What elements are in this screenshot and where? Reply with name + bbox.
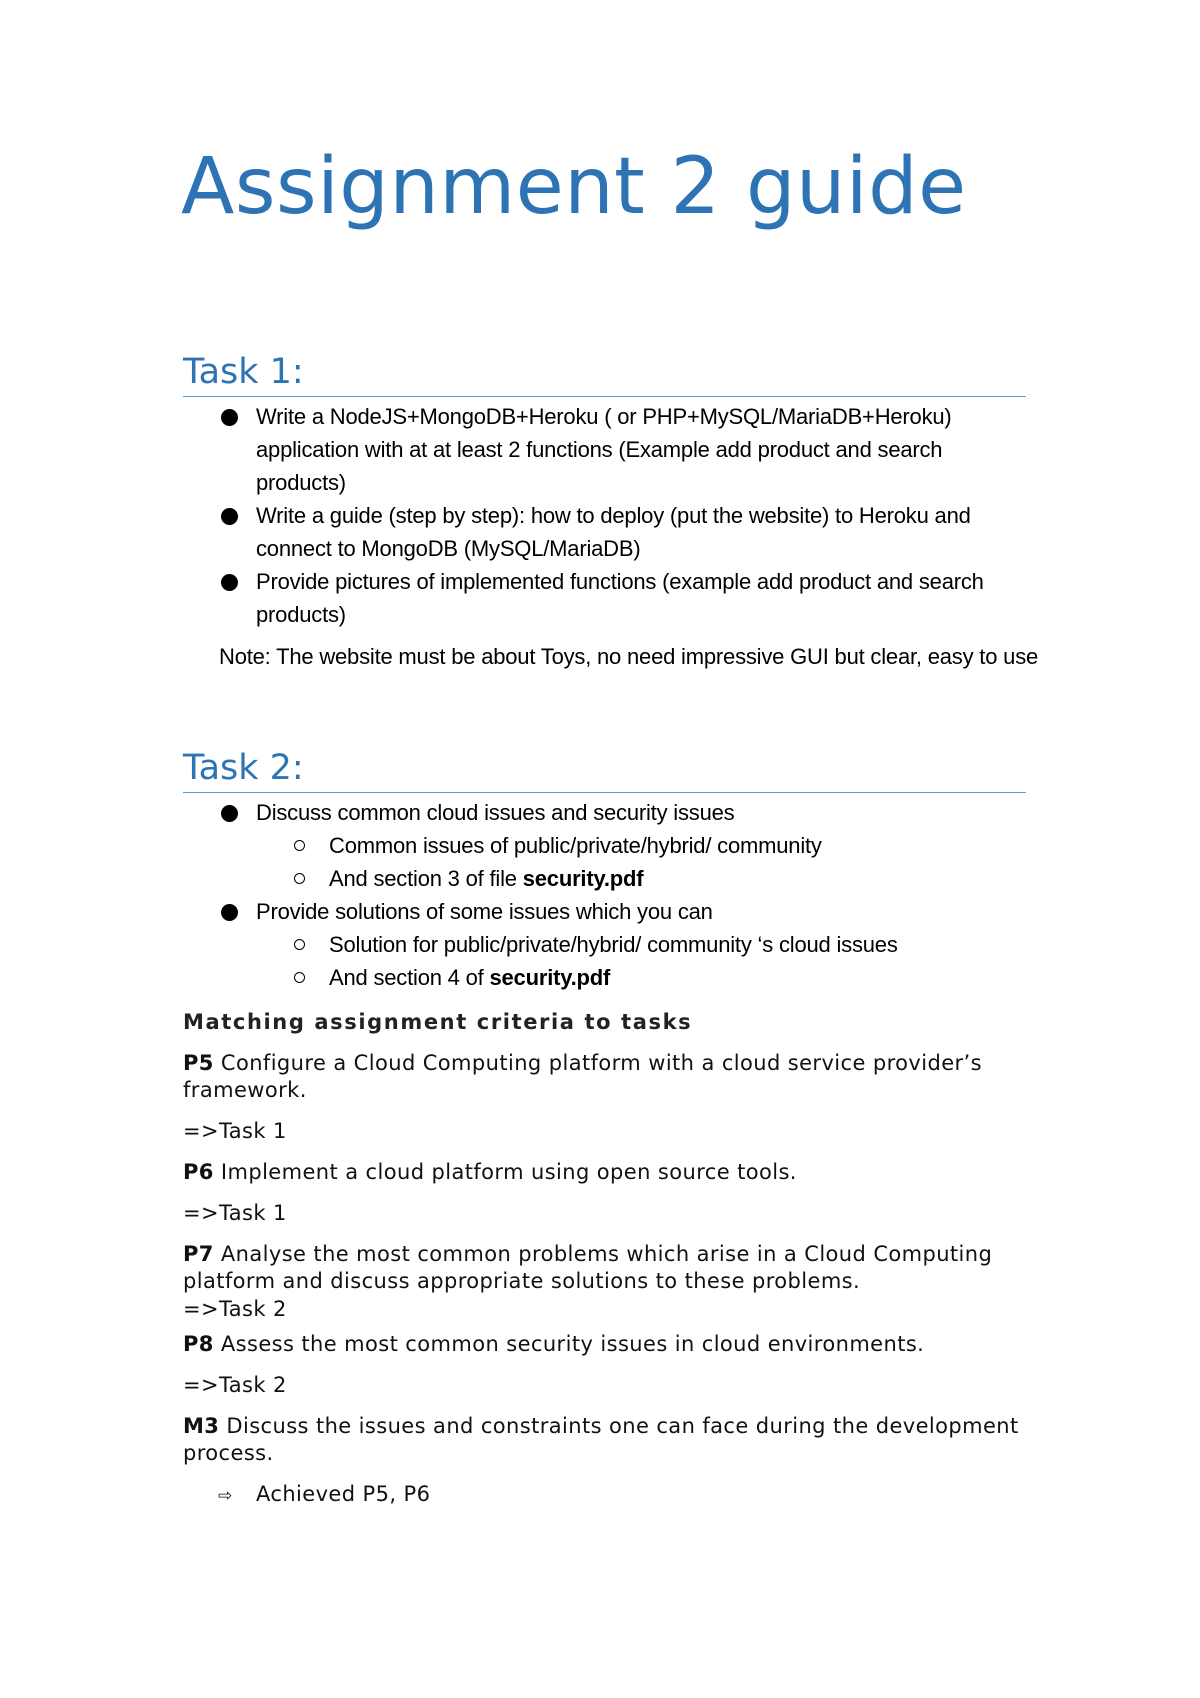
criterion-p7-mapping: =>Task 2 [183, 1297, 287, 1321]
sub-list-item-text: And section 4 of [329, 965, 490, 990]
criterion-p8-mapping: =>Task 2 [183, 1373, 287, 1397]
arrow-right-icon: ⇨ [218, 1486, 233, 1506]
list-item-text: Provide solutions of some issues which you can [256, 899, 713, 924]
criterion-text: Configure a Cloud Computing platform with a cloud service provider’s framework. [183, 1051, 982, 1102]
achieved-line [218, 1482, 430, 1506]
criterion-text: Implement a cloud platform using open source tools. [213, 1160, 797, 1184]
criterion-code: P6 [183, 1160, 214, 1184]
task1-heading: Task 1: [183, 350, 1026, 397]
file-name: security.pdf [489, 965, 611, 990]
circle-bullet-icon [294, 840, 305, 851]
bullet-icon [221, 508, 238, 525]
bullet-icon [221, 904, 238, 921]
list-item [0, 895, 1200, 928]
sub-list-item-text: Common issues of public/private/hybrid/ community [329, 833, 822, 858]
criterion-code: P8 [183, 1332, 214, 1356]
sub-list-item [0, 928, 1200, 961]
criterion-code: M3 [183, 1414, 220, 1438]
list-item [0, 499, 1200, 565]
list-item [0, 400, 1200, 499]
task1-bullet-list [0, 400, 1200, 631]
criterion-p5-mapping: =>Task 1 [183, 1119, 287, 1143]
list-item-text: Write a guide (step by step): how to deploy (put the website) to Heroku and connect to MongoDB (MySQL/MariaDB) [256, 503, 971, 561]
criterion-p8 [183, 1331, 1033, 1358]
criterion-code: P7 [183, 1242, 214, 1266]
sub-list-item [0, 829, 1200, 862]
sub-list-item [0, 961, 1200, 994]
list-item-text: Provide pictures of implemented functions (example add product and search products) [256, 569, 984, 627]
bullet-icon [221, 805, 238, 822]
criterion-text: Analyse the most common problems which arise in a Cloud Computing platform and discuss appropriate solutions to these problems. [183, 1242, 993, 1293]
sub-list-item-text: And section 3 of file [329, 866, 523, 891]
criterion-text: Assess the most common security issues in cloud environments. [213, 1332, 925, 1356]
criterion-text: Discuss the issues and constraints one can face during the development process. [183, 1414, 1019, 1465]
criterion-p6-mapping: =>Task 1 [183, 1201, 287, 1225]
list-item-text: Discuss common cloud issues and security issues [256, 800, 735, 825]
criterion-p5 [183, 1050, 1033, 1104]
circle-bullet-icon [294, 972, 305, 983]
list-item [0, 565, 1200, 631]
matching-heading: Matching assignment criteria to tasks [183, 1010, 693, 1034]
criterion-p6 [183, 1159, 1033, 1186]
list-item [0, 796, 1200, 829]
task2-heading: Task 2: [183, 746, 1026, 793]
file-name: security.pdf [522, 866, 644, 891]
criterion-p7 [183, 1241, 1033, 1295]
bullet-icon [221, 409, 238, 426]
criterion-code: P5 [183, 1051, 214, 1075]
bullet-icon [221, 574, 238, 591]
document-title: Assignment 2 guide [181, 142, 967, 232]
list-item-text: Write a NodeJS+MongoDB+Heroku ( or PHP+MySQL/MariaDB+Heroku) application with at at least 2 functions (Example add product and search products) [256, 404, 952, 495]
task2-bullet-list [0, 796, 1200, 994]
sub-list-item-text: Solution for public/private/hybrid/ community ‘s cloud issues [329, 932, 898, 957]
sub-list-item [0, 862, 1200, 895]
circle-bullet-icon [294, 939, 305, 950]
task1-note: Note: The website must be about Toys, no need impressive GUI but clear, easy to use [219, 644, 1039, 669]
criterion-m3 [183, 1413, 1033, 1467]
achieved-text: Achieved P5, P6 [256, 1482, 431, 1506]
circle-bullet-icon [294, 873, 305, 884]
